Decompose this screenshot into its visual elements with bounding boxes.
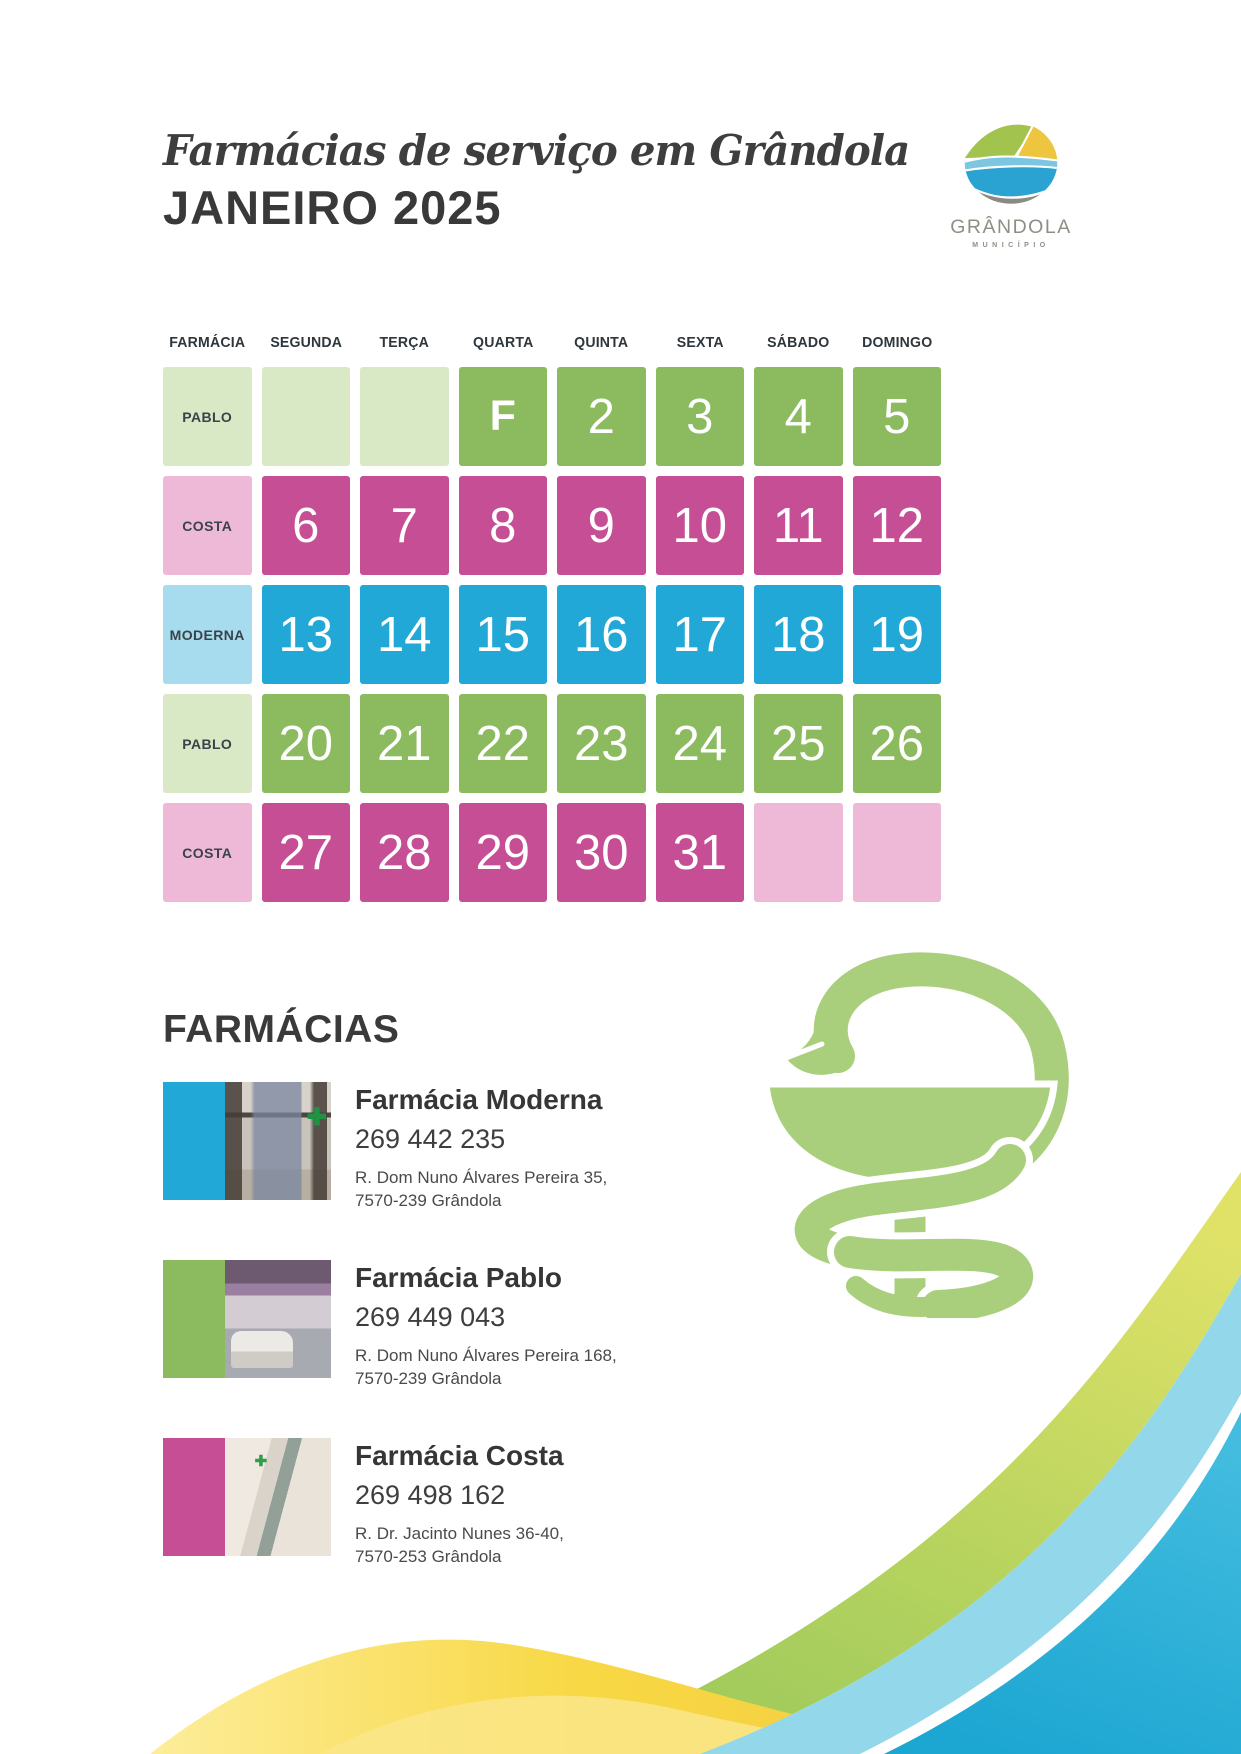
grandola-logo-icon [959,118,1063,214]
calendar-row-pablo-0 [163,367,941,466]
column-header-6: SÁBADO [767,334,830,351]
day-cell-3: 3 [656,367,745,466]
day-cell-16: 16 [557,585,646,684]
day-cell-9: 9 [557,476,646,575]
day-cell-5: 5 [853,367,942,466]
column-header-7: DOMINGO [861,334,932,351]
calendar-row-moderna-2 [163,585,941,684]
calendar-rows [163,367,941,902]
pharmacy-name: Farmácia Pablo [355,1261,562,1293]
day-cell-28: 28 [360,803,449,902]
duty-calendar [163,334,941,912]
decorative-waves [0,1154,1241,1754]
address-line-1: R. Dom Nuno Álvares Pereira 35, [355,1168,608,1187]
page-subtitle-month: JANEIRO 2025 [163,181,502,235]
calendar-header-row [163,334,941,351]
day-cell-20: 20 [262,694,351,793]
day-cell-13: 13 [262,585,351,684]
pharmacy-label-cell: COSTA [163,803,252,902]
pharmacy-label-cell: PABLO [163,694,252,793]
logo-name: GRÂNDOLA [950,216,1072,238]
day-cell-7: 7 [360,476,449,575]
day-cell-23: 23 [557,694,646,793]
calendar-row-costa-1 [163,476,941,575]
day-cell-2: 2 [557,367,646,466]
address-line-2: 7570-239 Grândola [355,1368,502,1388]
day-cell-19: 19 [853,585,942,684]
pharmacy-phone: 269 449 043 [355,1301,506,1332]
pharmacy-phone: 269 498 162 [355,1479,506,1510]
column-header-1: SEGUNDA [269,334,342,351]
address-line-1: R. Dr. Jacinto Nunes 36-40, [355,1523,564,1543]
empty-day-cell [262,367,351,466]
logo-tagline: MUNICÍPIO [972,242,1050,249]
day-cell-21: 21 [360,694,449,793]
day-cell-15: 15 [459,585,548,684]
pharmacy-name: Farmácia Costa [355,1439,564,1471]
column-header-3: QUARTA [472,334,533,351]
pharmacy-label-cell: COSTA [163,476,252,575]
day-cell-12: 12 [853,476,942,575]
empty-day-cell [360,367,449,466]
day-cell-25: 25 [754,694,843,793]
empty-day-cell [853,803,942,902]
day-cell-31: 31 [656,803,745,902]
day-cell-18: 18 [754,585,843,684]
column-header-5: SEXTA [676,334,724,351]
day-cell-10: 10 [656,476,745,575]
pharmacy-label-cell: PABLO [163,367,252,466]
pharmacy-name: Farmácia Moderna [355,1084,603,1115]
day-cell-14: 14 [360,585,449,684]
page-title: Farmácias de serviço em Grândola [163,126,910,175]
calendar-row-pablo-3 [163,694,941,793]
empty-day-cell [754,803,843,902]
address-line-1: R. Dom Nuno Álvares Pereira 168, [355,1345,617,1365]
day-cell-4: 4 [754,367,843,466]
day-cell-29: 29 [459,803,548,902]
column-header-4: QUINTA [574,334,629,351]
day-cell-27: 27 [262,803,351,902]
column-header-2: TERÇA [379,334,429,351]
calendar-row-costa-4 [163,803,941,902]
address-line-2: 7570-239 Grândola [355,1190,502,1210]
pharmacy-label-cell: MODERNA [163,585,252,684]
day-cell-22: 22 [459,694,548,793]
day-cell-17: 17 [656,585,745,684]
municipality-logo [946,118,1076,249]
day-cell-8: 8 [459,476,548,575]
day-cell-6: 6 [262,476,351,575]
title-block [163,128,940,235]
pharmacies-heading: FARMÁCIAS [163,1008,400,1051]
day-cell-11: 11 [754,476,843,575]
day-cell-24: 24 [656,694,745,793]
address-line-2: 7570-253 Grândola [355,1546,502,1566]
holiday-day-cell: F [459,367,548,466]
day-cell-26: 26 [853,694,942,793]
pharmacy-phone: 269 442 235 [355,1124,506,1154]
day-cell-30: 30 [557,803,646,902]
column-header-0: FARMÁCIA [169,334,246,351]
